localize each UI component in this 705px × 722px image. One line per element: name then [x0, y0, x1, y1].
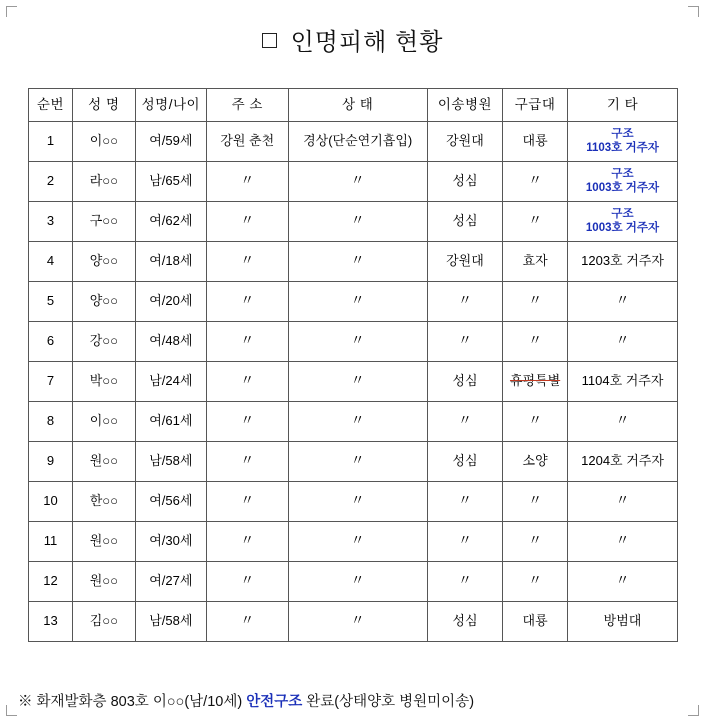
- cell-sex-age: 여/48세: [135, 322, 206, 362]
- cell-etc-detail: 1003호 거주자: [585, 221, 660, 234]
- cell-no: 8: [29, 402, 73, 442]
- cell-name: 이○○: [72, 122, 135, 162]
- column-header-name: 성 명: [72, 89, 135, 122]
- cell-sex-age: 여/30세: [135, 522, 206, 562]
- cell-name: 강○○: [72, 322, 135, 362]
- cell-sex-age: 남/58세: [135, 602, 206, 642]
- cell-state: 〃: [288, 522, 427, 562]
- cell-ambulance: 〃: [503, 202, 568, 242]
- cell-address: 〃: [206, 282, 288, 322]
- footnote-highlight: 안전구조: [246, 694, 303, 710]
- cell-hospital: 성심: [427, 202, 502, 242]
- cell-address: 〃: [206, 402, 288, 442]
- cell-state: 〃: [288, 602, 427, 642]
- cell-address: 〃: [206, 322, 288, 362]
- cell-sex-age: 남/58세: [135, 442, 206, 482]
- cell-etc: 〃: [568, 522, 678, 562]
- cell-hospital: 〃: [427, 482, 502, 522]
- cell-no: 5: [29, 282, 73, 322]
- cell-sex-age: 여/61세: [135, 402, 206, 442]
- column-header-address: 주 소: [206, 89, 288, 122]
- cell-sex-age: 여/59세: [135, 122, 206, 162]
- cell-state: 〃: [288, 242, 427, 282]
- cell-hospital: 성심: [427, 362, 502, 402]
- cell-state: 〃: [288, 402, 427, 442]
- cell-address: 〃: [206, 202, 288, 242]
- crop-mark-bottom-left: [6, 705, 17, 716]
- table-row: [29, 202, 678, 242]
- cell-hospital: 〃: [427, 322, 502, 362]
- cell-ambulance: 대룡: [503, 602, 568, 642]
- cell-sex-age: 여/20세: [135, 282, 206, 322]
- cell-etc: 〃: [568, 562, 678, 602]
- cell-name: 구○○: [72, 202, 135, 242]
- cell-etc: [568, 122, 678, 162]
- cell-ambulance-struck-wrap: [510, 373, 560, 389]
- cell-state: 〃: [288, 162, 427, 202]
- crop-mark-top-left: [6, 6, 17, 17]
- cell-hospital: 강원대: [427, 122, 502, 162]
- cell-no: 4: [29, 242, 73, 282]
- cell-address: 〃: [206, 602, 288, 642]
- cell-no: 6: [29, 322, 73, 362]
- cell-no: 7: [29, 362, 73, 402]
- page-title-text: 인명피해 현황: [290, 29, 444, 56]
- cell-hospital: 〃: [427, 562, 502, 602]
- cell-state: 경상(단순연기흡입): [288, 122, 427, 162]
- table-body: [29, 122, 678, 642]
- table-row: [29, 122, 678, 162]
- cell-ambulance: 〃: [503, 322, 568, 362]
- cell-ambulance: 〃: [503, 562, 568, 602]
- cell-etc-detail: 1003호 거주자: [585, 181, 660, 194]
- cell-ambulance: 〃: [503, 482, 568, 522]
- cell-no: 13: [29, 602, 73, 642]
- cell-address: 〃: [206, 362, 288, 402]
- table-row: [29, 562, 678, 602]
- cell-hospital: 성심: [427, 602, 502, 642]
- cell-no: 10: [29, 482, 73, 522]
- cell-sex-age: 남/65세: [135, 162, 206, 202]
- cell-ambulance-text: 휴평특별: [509, 373, 561, 389]
- cell-etc: 1204호 거주자: [568, 442, 678, 482]
- cell-no: 9: [29, 442, 73, 482]
- cell-ambulance: 〃: [503, 282, 568, 322]
- cell-etc-detail: 1103호 거주자: [586, 141, 659, 154]
- table-row: [29, 522, 678, 562]
- cell-name: 원○○: [72, 562, 135, 602]
- cell-name: 박○○: [72, 362, 135, 402]
- cell-hospital: 〃: [427, 282, 502, 322]
- cell-hospital: 강원대: [427, 242, 502, 282]
- cell-ambulance: 〃: [503, 402, 568, 442]
- cell-state: 〃: [288, 482, 427, 522]
- column-header-etc: 기 타: [568, 89, 678, 122]
- cell-address: 〃: [206, 482, 288, 522]
- cell-sex-age: 여/27세: [135, 562, 206, 602]
- cell-ambulance: 대룡: [503, 122, 568, 162]
- cell-ambulance: 소양: [503, 442, 568, 482]
- table-row: [29, 242, 678, 282]
- cell-address: 강원 춘천: [206, 122, 288, 162]
- table-row: [29, 442, 678, 482]
- crop-mark-bottom-right: [688, 705, 699, 716]
- cell-address: 〃: [206, 522, 288, 562]
- column-header-ambulance: 구급대: [503, 89, 568, 122]
- cell-name: 원○○: [72, 442, 135, 482]
- cell-etc-rescue-label: 구조: [611, 128, 634, 141]
- column-header-no: 순번: [29, 89, 73, 122]
- cell-etc: 1203호 거주자: [568, 242, 678, 282]
- cell-address: 〃: [206, 162, 288, 202]
- cell-etc: 〃: [568, 402, 678, 442]
- cell-no: 12: [29, 562, 73, 602]
- cell-name: 원○○: [72, 522, 135, 562]
- cell-etc: 〃: [568, 482, 678, 522]
- cell-name: 김○○: [72, 602, 135, 642]
- cell-no: 2: [29, 162, 73, 202]
- cell-state: 〃: [288, 322, 427, 362]
- cell-etc: 〃: [568, 322, 678, 362]
- cell-ambulance: 〃: [503, 522, 568, 562]
- table-row: [29, 162, 678, 202]
- cell-sex-age: 여/62세: [135, 202, 206, 242]
- cell-address: 〃: [206, 562, 288, 602]
- cell-etc: 방범대: [568, 602, 678, 642]
- footnote: [18, 690, 474, 711]
- cell-name: 라○○: [72, 162, 135, 202]
- cell-name: 양○○: [72, 282, 135, 322]
- cell-etc: [568, 162, 678, 202]
- cell-sex-age: 여/18세: [135, 242, 206, 282]
- cell-name: 양○○: [72, 242, 135, 282]
- cell-state: 〃: [288, 442, 427, 482]
- cell-no: 3: [29, 202, 73, 242]
- cell-hospital: 〃: [427, 522, 502, 562]
- cell-etc: 1104호 거주자: [568, 362, 678, 402]
- cell-name: 이○○: [72, 402, 135, 442]
- table-header-row: [29, 89, 678, 122]
- table-row: [29, 482, 678, 522]
- column-header-hospital: 이송병원: [427, 89, 502, 122]
- casualty-table: [28, 88, 678, 642]
- cell-address: 〃: [206, 242, 288, 282]
- table-row: [29, 402, 678, 442]
- cell-hospital: 성심: [427, 162, 502, 202]
- cell-sex-age: 남/24세: [135, 362, 206, 402]
- cell-state: 〃: [288, 562, 427, 602]
- cell-state: 〃: [288, 362, 427, 402]
- table-row: [29, 362, 678, 402]
- cell-state: 〃: [288, 202, 427, 242]
- page-title: [0, 22, 705, 57]
- cell-sex-age: 여/56세: [135, 482, 206, 522]
- cell-etc-rescue-label: 구조: [611, 168, 634, 181]
- cell-no: 11: [29, 522, 73, 562]
- cell-name: 한○○: [72, 482, 135, 522]
- column-header-state: 상 태: [288, 89, 427, 122]
- square-bullet-icon: [262, 33, 277, 48]
- table-header: [29, 89, 678, 122]
- cell-no: 1: [29, 122, 73, 162]
- column-header-sex-age: 성명/나이: [135, 89, 206, 122]
- table-row: [29, 322, 678, 362]
- cell-etc: [568, 202, 678, 242]
- cell-etc: 〃: [568, 282, 678, 322]
- table-row: [29, 602, 678, 642]
- table-row: [29, 282, 678, 322]
- cell-etc-rescue-label: 구조: [611, 208, 634, 221]
- cell-ambulance: 효자: [503, 242, 568, 282]
- cell-ambulance: [503, 362, 568, 402]
- cell-ambulance: 〃: [503, 162, 568, 202]
- cell-hospital: 성심: [427, 442, 502, 482]
- cell-state: 〃: [288, 282, 427, 322]
- footnote-suffix: 완료(상태양호 병원미이송): [302, 694, 475, 710]
- cell-address: 〃: [206, 442, 288, 482]
- footnote-prefix: ※ 화재발화층 803호 이○○(남/10세): [18, 694, 247, 710]
- crop-mark-top-right: [688, 6, 699, 17]
- cell-hospital: 〃: [427, 402, 502, 442]
